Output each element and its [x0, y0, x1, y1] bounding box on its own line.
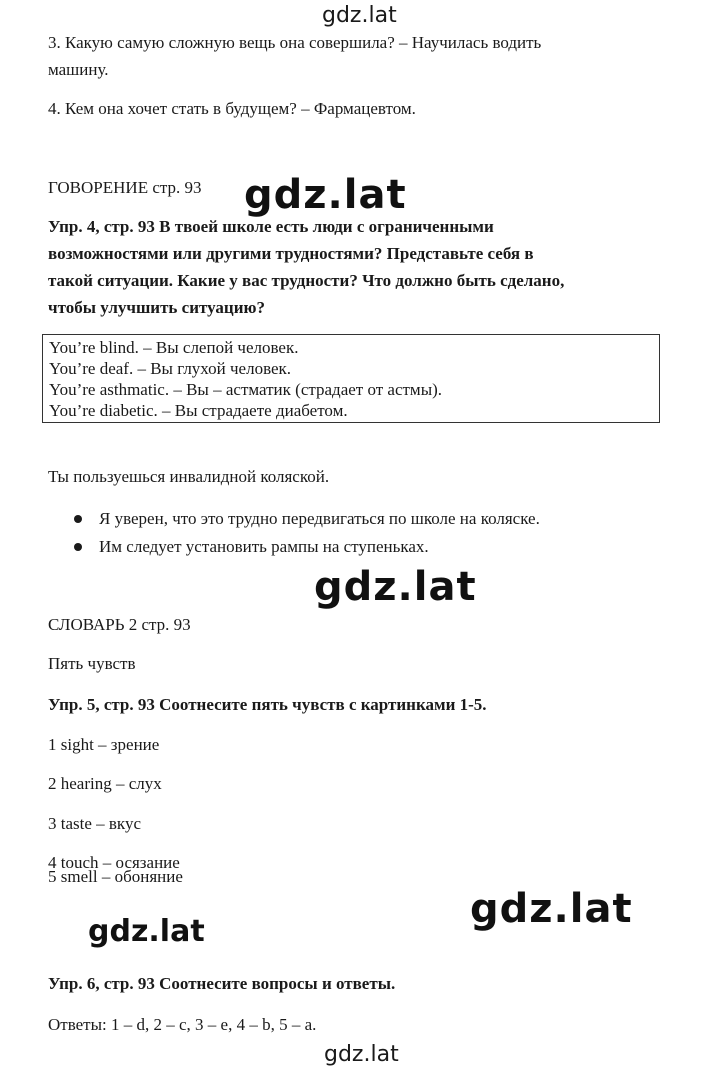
bullet-text-2: Им следует установить рампы на ступеньках. — [99, 537, 429, 556]
phrase-asthmatic: You’re asthmatic. – Вы – астматик (страдает от астмы). — [49, 380, 443, 399]
vocabulary-subheading: Пять чувств — [48, 654, 136, 673]
task6-heading: Упр. 6, стр. 93 Соотнесите вопросы и ответы. — [48, 974, 396, 993]
sense-item-smell-clip — [48, 866, 208, 882]
wheelchair-line: Ты пользуешься инвалидной коляской. — [48, 467, 330, 486]
watermark-bottom: gdz.lat — [324, 1042, 399, 1067]
sense-item-touch: 4 touch – осязание — [48, 853, 180, 872]
phrases-box — [42, 334, 660, 423]
sense-item-sight: 1 sight – зрение — [48, 735, 160, 754]
watermark-top: gdz.lat — [322, 3, 397, 28]
sense-item-taste: 3 taste – вкус — [48, 814, 141, 833]
answer-q3-line1: 3. Какую самую сложную вещь она совершила? – Научилась водить — [48, 33, 542, 52]
phrase-blind: You’re blind. – Вы слепой человек. — [49, 338, 299, 357]
sense-item-hearing: 2 hearing – слух — [48, 774, 162, 793]
answer-q4: 4. Кем она хочет стать в будущем? – Фармацевтом. — [48, 99, 416, 118]
bullet-dot-2 — [74, 543, 82, 551]
vocabulary-heading: СЛОВАРЬ 2 стр. 93 — [48, 615, 191, 634]
phrase-diabetic: You’re diabetic. – Вы страдаете диабетом. — [49, 401, 348, 420]
task6-answers: Ответы: 1 – d, 2 – c, 3 – e, 4 – b, 5 – a. — [48, 1015, 317, 1034]
phrase-deaf: You’re deaf. – Вы глухой человек. — [49, 359, 292, 378]
task5-heading: Упр. 5, стр. 93 Соотнесите пять чувств с картинками 1-5. — [48, 695, 487, 714]
answer-q3-line2: машину. — [48, 60, 109, 79]
watermark-big-2: gdz.lat — [314, 564, 477, 610]
speaking-heading: ГОВОРЕНИЕ стр. 93 — [48, 178, 202, 197]
task4-line2: возможностями или другими трудностями? Представьте себя в — [48, 244, 534, 263]
task4-line4: чтобы улучшить ситуацию? — [48, 298, 265, 317]
watermark-mid: gdz.lat — [88, 914, 205, 949]
sense-item-smell: 5 smell – обоняние — [48, 867, 183, 882]
task4-line3: такой ситуации. Какие у вас трудности? Что должно быть сделано, — [48, 271, 565, 290]
watermark-big-1: gdz.lat — [244, 172, 407, 218]
bullet-dot-1 — [74, 515, 82, 523]
task4-line1: Упр. 4, стр. 93 В твоей школе есть люди с ограниченными — [48, 217, 494, 236]
watermark-big-3: gdz.lat — [470, 886, 633, 932]
bullet-text-1: Я уверен, что это трудно передвигаться по школе на коляске. — [99, 509, 540, 528]
